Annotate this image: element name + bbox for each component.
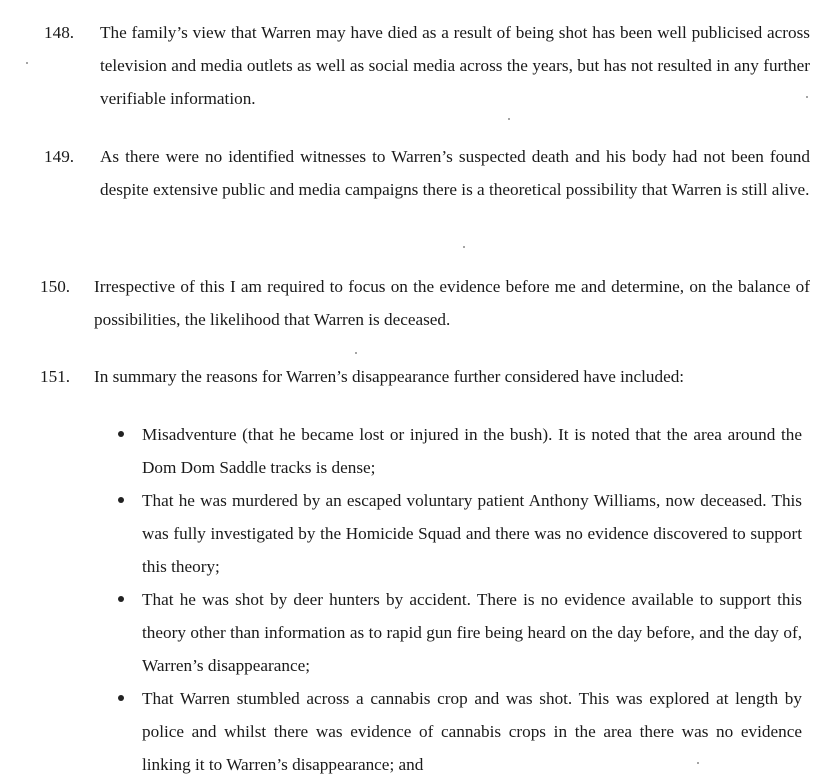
- paragraph-number: 151.: [40, 367, 71, 386]
- scan-speck: [463, 246, 465, 248]
- list-item: [112, 418, 802, 484]
- bullet-icon: [112, 418, 142, 484]
- bullet-icon: [112, 682, 142, 781]
- list-item-text: That Warren stumbled across a cannabis crop and was shot. This was explored at length by police and whilst there was evidence of cannabis crops in the area there was no evidence linking it to Warren’s disappearance; and: [142, 689, 802, 774]
- list-item: [112, 682, 802, 781]
- paragraph-150: [40, 270, 810, 336]
- paragraph-149: [44, 140, 810, 206]
- bullet-icon: [112, 583, 142, 682]
- list-item-text: That he was shot by deer hunters by accident. There is no evidence available to support this theory other than information as to rapid gun fire being heard on the day before, and the day of, Warren’s disappearance;: [142, 590, 802, 675]
- paragraph-number: 150.: [40, 277, 71, 296]
- list-item: [112, 583, 802, 682]
- paragraph-text: As there were no identified witnesses to Warren’s suspected death and his body had not been found despite extensive public and media campaigns there is a theoretical possibility that Warren is still alive.: [100, 147, 810, 199]
- scan-speck: [26, 62, 28, 64]
- paragraph-text: The family’s view that Warren may have died as a result of being shot has been well publicised across television and media outlets as well as social media across the years, but has not resulted in any further verifiable information.: [100, 23, 810, 108]
- list-item: [112, 484, 802, 583]
- list-item-text: Misadventure (that he became lost or injured in the bush). It is noted that the area around the Dom Dom Saddle tracks is dense;: [142, 425, 802, 477]
- paragraph-number: 148.: [44, 23, 75, 42]
- bullet-list: [112, 418, 802, 781]
- scan-speck: [355, 352, 357, 354]
- paragraph-151: [40, 360, 810, 393]
- paragraph-number: 149.: [44, 147, 75, 166]
- list-item-text: That he was murdered by an escaped voluntary patient Anthony Williams, now deceased. This was fully investigated by the Homicide Squad and there was no evidence discovered to support this theory;: [142, 491, 802, 576]
- scan-speck: [697, 762, 699, 764]
- paragraph-148: [44, 16, 810, 115]
- bullet-icon: [112, 484, 142, 583]
- scan-speck: [508, 118, 510, 120]
- scan-speck: [806, 96, 808, 98]
- paragraph-text: In summary the reasons for Warren’s disappearance further considered have included:: [94, 367, 685, 386]
- paragraph-text: Irrespective of this I am required to focus on the evidence before me and determine, on the balance of possibilities, the likelihood that Warren is deceased.: [94, 277, 810, 329]
